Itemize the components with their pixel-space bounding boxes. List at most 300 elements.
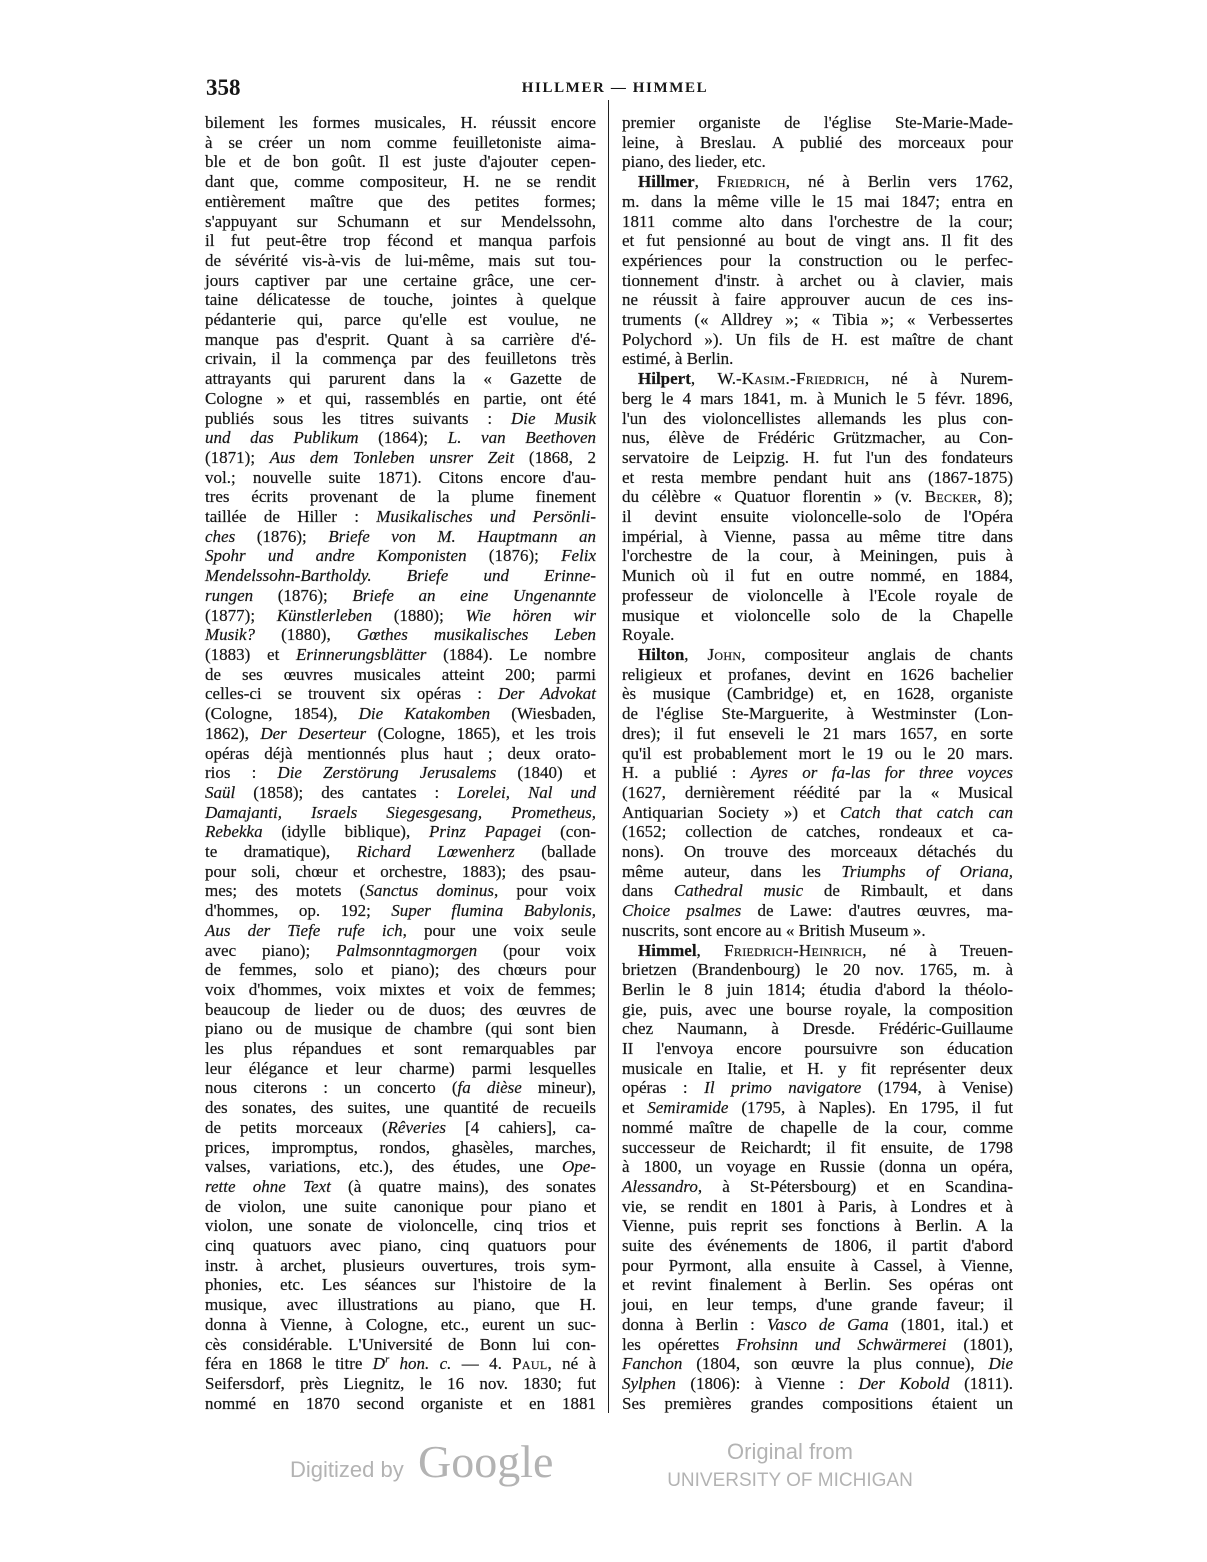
text-run: Berlin le 8 juin 1814; étudia d'abord la théolo- <box>622 979 1013 999</box>
text-run: Cologne » et qui, rassemblés en partie, ont été <box>205 388 596 408</box>
text-line <box>622 842 1013 862</box>
text-run: gie, puis, avec une bourse royale, la composition <box>622 999 1013 1019</box>
text-line <box>205 1197 596 1217</box>
entry-paragraph <box>205 113 596 1413</box>
text-run: [4 cahiers], ca- <box>446 1117 596 1137</box>
text-line <box>622 152 1013 172</box>
text-run: (1871); <box>205 447 270 467</box>
text-run: entièrement maître que des petites formes; <box>205 191 596 211</box>
text-run: de ses œuvres musicales atteint 200; parmi <box>205 664 596 684</box>
text-run: estimé, à Berlin. <box>622 349 734 369</box>
italic-text: Spohr und andre Komponisten <box>205 546 467 566</box>
italic-text: Briefe von M. Hauptmann an <box>328 526 596 546</box>
italic-text: Felix <box>561 546 597 566</box>
text-run: (con- <box>541 822 596 842</box>
text-line <box>205 1000 596 1020</box>
text-line <box>205 1118 596 1138</box>
text-run: qu'il est probablement mort le 19 ou le 20 mars. <box>622 743 1013 763</box>
text-line <box>205 1157 596 1177</box>
text-run: nuscrits, sont encore au « British Museum ». <box>622 920 926 940</box>
text-run: (1858); des cantates : <box>235 782 458 802</box>
text-run: voix d'hommes, voix mixtes et voix de femmes; <box>205 979 596 999</box>
text-run: , pour une voix seule <box>402 920 597 940</box>
text-run: violon, une sonate de violoncelle, cinq trios et <box>205 1216 596 1236</box>
text-run: crivain, il la commença par des feuilletons très <box>205 349 596 369</box>
text-run: (1880), <box>255 625 357 645</box>
text-line <box>622 822 1013 842</box>
text-run: , à St-Pétersbourg) et en Scandina- <box>697 1176 1013 1196</box>
text-run: opéras déjà mentionnés plus haut ; deux orato- <box>205 743 596 763</box>
text-run: vol.; nouvelle suite 1871). Citons encore d'au- <box>205 467 596 487</box>
text-line <box>622 586 1013 606</box>
text-run: (1868, 2 <box>514 447 596 467</box>
text-line <box>205 704 596 724</box>
text-run: (1806): à Vienne : <box>675 1374 859 1393</box>
text-line <box>622 901 1013 921</box>
text-run: , né à <box>547 1354 597 1374</box>
text-run: (1801), <box>946 1334 1013 1354</box>
text-line <box>205 527 596 547</box>
institution-name: UNIVERSITY OF MICHIGAN <box>667 1470 913 1491</box>
text-line <box>622 389 1013 409</box>
text-line <box>205 330 596 350</box>
italic-text: Wie hören wir <box>465 605 597 625</box>
text-line <box>622 1256 1013 1276</box>
text-run: musique, avec illustrations au piano, que H. <box>205 1295 596 1315</box>
text-line <box>622 1216 1013 1236</box>
text-line <box>622 1354 1013 1374</box>
text-line <box>205 1256 596 1276</box>
text-line <box>205 606 596 626</box>
text-line <box>205 1177 596 1197</box>
text-run: donna à Vienne, à Cologne, etc., eurent un suc- <box>205 1314 596 1334</box>
text-run: truments (« Alldrey »; « Tibia »; « Verbessertes <box>622 310 1013 330</box>
text-run: leur élégance et leur charme) parmi lesquelles <box>205 1058 596 1078</box>
italic-text: Rêveries <box>387 1117 447 1137</box>
text-line <box>622 251 1013 271</box>
text-line <box>622 1039 1013 1059</box>
text-run: cinq quatuors avec piano, cinq quatuors pour <box>205 1236 596 1256</box>
text-line <box>622 1138 1013 1158</box>
italic-text: Vasco de Gama <box>767 1314 889 1334</box>
text-line <box>205 369 596 389</box>
text-run: (1804, son œuvre la plus connue), <box>682 1354 989 1374</box>
text-line <box>205 251 596 271</box>
text-run: Seifersdorf, près Liegnitz, le 16 nov. 1830; fut <box>205 1374 596 1393</box>
text-line <box>205 566 596 586</box>
text-run: rios : <box>205 763 278 783</box>
text-run: pédanterie qui, parce qu'elle est voulue, ne <box>205 310 596 330</box>
text-line <box>205 1059 596 1079</box>
text-line <box>622 1000 1013 1020</box>
left-column <box>205 113 596 1413</box>
text-run: 1862), <box>205 723 261 743</box>
text-line <box>205 783 596 803</box>
text-line <box>205 1216 596 1236</box>
text-line <box>622 1177 1013 1197</box>
text-line <box>205 448 596 468</box>
text-run: (pour voix <box>477 940 596 960</box>
italic-text: Saül <box>205 782 236 802</box>
text-line <box>622 507 1013 527</box>
text-run: vie, se rendit en 1801 à Paris, à Londres et à <box>622 1196 1013 1216</box>
italic-text: L. van Beethoven <box>447 428 596 448</box>
text-run: de Rimbault, et dans <box>803 881 1013 901</box>
text-run: d'hommes, op. 192; <box>205 901 392 921</box>
text-line <box>622 1098 1013 1118</box>
text-run: musique et violoncelle solo de la Chapelle <box>622 605 1013 625</box>
text-run: à 1800, un voyage en Russie (donna un opéra, <box>622 1157 1013 1177</box>
text-run: s'appuyant sur Schumann et sur Mendelssohn, <box>205 211 596 231</box>
text-line <box>205 684 596 704</box>
text-line <box>205 152 596 172</box>
text-run: phonies, etc. Les séances sur l'histoire de la <box>205 1275 596 1295</box>
text-line <box>622 1315 1013 1335</box>
text-run: même auteur, dans les <box>622 861 842 881</box>
text-run: (1864); <box>358 428 448 448</box>
text-run: , W.- <box>690 369 742 389</box>
italic-text: Mendelssohn-Bartholdy. Briefe und Erinne- <box>205 566 596 586</box>
text-run: dant que, comme compositeur, H. ne se rendit <box>205 172 596 192</box>
text-line <box>622 704 1013 724</box>
text-line <box>205 133 596 153</box>
text-run: mineur), <box>521 1078 596 1098</box>
text-line <box>205 349 596 369</box>
text-line <box>205 901 596 921</box>
digitized-by-label: Digitized by <box>290 1457 404 1482</box>
text-run: (1811). <box>949 1374 1014 1393</box>
entry-paragraph <box>622 113 1013 172</box>
text-run: celles-ci se trouvent six opéras : <box>205 684 499 704</box>
text-line <box>205 763 596 783</box>
text-run: (ballade <box>514 842 596 862</box>
headword: Hilpert <box>638 369 691 389</box>
text-line <box>205 546 596 566</box>
text-run: cès considérable. L'Université de Bonn lui con- <box>205 1334 596 1354</box>
text-run: berg le 4 mars 1841, m. à Munich le 5 févr. 1896, <box>622 388 1013 408</box>
text-run: musicale en Italie, et H. y fit représenter deux <box>622 1058 1013 1078</box>
text-run: opéras : <box>622 1078 705 1098</box>
italic-text: Cathedral music <box>673 881 804 901</box>
text-line <box>205 842 596 862</box>
text-line <box>205 468 596 488</box>
text-run: nus, élève de Frédéric Grützmacher, au Con- <box>622 428 1013 448</box>
text-run: piano ou de musique de chambre (qui sont bien <box>205 1019 596 1039</box>
text-run: 1811 comme alto dans l'orchestre de la cour; <box>622 211 1013 231</box>
column-divider <box>608 100 609 1413</box>
text-run: leine, à Breslau. A publié des morceaux pour <box>622 132 1013 152</box>
entry-paragraph <box>622 941 1013 1414</box>
italic-text: Semiramide <box>647 1098 729 1118</box>
text-run: manque pas d'esprit. Quant à sa carrière d'é- <box>205 329 596 349</box>
text-run: publiés sous les titres suivants : <box>205 408 512 428</box>
text-run: (Cologne, 1865), et les trois <box>366 723 596 743</box>
italic-text: Die Katakomben <box>358 704 491 724</box>
right-column <box>622 113 1013 1413</box>
text-line <box>205 1275 596 1295</box>
text-run: (1627, dernièrement réédité par la « Musical <box>622 782 1013 802</box>
text-line <box>205 586 596 606</box>
italic-text: Sylphen <box>622 1374 676 1393</box>
text-run: et <box>622 1098 648 1118</box>
text-line <box>622 980 1013 1000</box>
text-run: , pour voix <box>494 881 596 901</box>
text-line <box>205 645 596 665</box>
italic-text: Die <box>988 1354 1013 1374</box>
text-line <box>205 881 596 901</box>
text-run: ble et de bon goût. Il est juste d'ajouter cepen- <box>205 152 596 172</box>
text-line <box>205 487 596 507</box>
text-run: Vienne, puis reprit ses fonctions à Berlin. A la <box>622 1216 1013 1236</box>
text-line <box>622 684 1013 704</box>
text-run: avec piano); <box>205 940 337 960</box>
text-run: ès musique (Cambridge) et, en 1628, organiste <box>622 684 1013 704</box>
italic-text: Erinnerungsblätter <box>296 644 427 664</box>
italic-text: Prinz Papagei <box>429 822 542 842</box>
italic-text: Der Deserteur <box>260 723 367 743</box>
text-line <box>622 862 1013 882</box>
text-run: bilement les formes musicales, H. réussit encore <box>205 113 596 132</box>
entry-paragraph <box>622 172 1013 369</box>
text-run: valses, variations, etc.), des études, une <box>205 1157 563 1177</box>
text-run: il fut peut-être trop fécond et manqua parfois <box>205 231 596 251</box>
text-line <box>205 1138 596 1158</box>
text-run: les plus répandues et sont remarquables par <box>205 1039 596 1059</box>
italic-text: Der Kobold <box>858 1374 950 1393</box>
italic-text: Musikalisches und Persönli- <box>376 507 596 527</box>
text-line <box>622 487 1013 507</box>
text-line <box>205 271 596 291</box>
text-line <box>622 921 1013 941</box>
text-run: de l'église Ste-Marguerite, à Westminster (Lon- <box>622 704 1013 724</box>
italic-text: und das Publikum <box>205 428 359 448</box>
italic-text: Catch that catch can <box>840 802 1013 822</box>
text-run: (à quatre mains), des sonates <box>330 1176 596 1196</box>
text-run: — 4. <box>451 1354 513 1374</box>
text-run: nommé maître de chapelle de la cour, comme <box>622 1117 1013 1137</box>
small-caps-name: John <box>707 644 742 664</box>
text-line <box>622 1157 1013 1177</box>
text-line <box>205 1315 596 1335</box>
text-run: (Wiesbaden, <box>490 704 596 724</box>
italic-text: Damajanti, Israels Siegesgesang, Prometheus, <box>205 802 596 822</box>
text-run: mes; des motets ( <box>205 881 366 901</box>
text-line <box>622 1374 1013 1394</box>
text-line <box>622 330 1013 350</box>
text-line <box>622 290 1013 310</box>
text-run: donna à Berlin : <box>622 1314 768 1334</box>
text-run: pour Pyrmont, alla ensuite à Cassel, à Vienne, <box>622 1255 1013 1275</box>
text-run: beaucoup de lieder ou de duos; des œuvres de <box>205 999 596 1019</box>
italic-text: hon. c. <box>389 1354 452 1374</box>
text-line <box>622 369 1013 389</box>
text-line <box>622 744 1013 764</box>
text-line <box>622 803 1013 823</box>
italic-text: Palmsonntagmorgen <box>336 940 478 960</box>
text-run: pour soli, chœur et orchestre, 1883); des psau- <box>205 861 596 881</box>
text-line <box>205 1236 596 1256</box>
text-line <box>622 428 1013 448</box>
text-line <box>622 1019 1013 1039</box>
text-run: professeur de violoncelle à l'Ecole royale de <box>622 585 1013 605</box>
italic-text: rette ohne Text <box>205 1176 331 1196</box>
text-line <box>205 1374 596 1394</box>
google-logo: Google <box>418 1436 554 1487</box>
text-run: Munich où il fut en outre nommé, en 1884, <box>622 566 1013 586</box>
text-line <box>205 113 596 133</box>
italic-text: Künstlerleben <box>276 605 373 625</box>
text-line <box>205 724 596 744</box>
text-run: de Lawe: d'autres œuvres, ma- <box>741 901 1013 921</box>
text-line <box>205 1098 596 1118</box>
text-line <box>205 428 596 448</box>
text-run: H. a publié : <box>622 763 751 783</box>
text-run: dres); il fut enseveli le 21 mars 1657, en sorte <box>622 723 1013 743</box>
text-run: (Cologne, 1854), <box>205 704 359 724</box>
text-line <box>622 349 1013 369</box>
text-line <box>622 763 1013 783</box>
text-line <box>205 822 596 842</box>
text-line <box>622 192 1013 212</box>
text-run: successeur de Reichardt; il fit ensuite, de 1798 <box>622 1137 1013 1157</box>
text-line <box>622 665 1013 685</box>
text-run: , <box>694 172 717 192</box>
text-line <box>622 625 1013 645</box>
italic-text: Aus dem Tonleben unsrer Zeit <box>269 447 515 467</box>
text-run: , <box>684 644 708 664</box>
italic-text: rungen <box>205 585 254 605</box>
text-run: , né à Berlin vers 1762, <box>785 172 1014 192</box>
text-line <box>205 1295 596 1315</box>
text-line <box>622 172 1013 192</box>
text-line <box>622 881 1013 901</box>
text-line <box>205 310 596 330</box>
text-line <box>622 1059 1013 1079</box>
text-run: (1880); <box>372 605 466 625</box>
text-line <box>622 1335 1013 1355</box>
text-run: prices, impromptus, rondos, ghasèles, marches, <box>205 1137 596 1157</box>
original-from-label: Original from <box>727 1439 853 1464</box>
headword: Hilton <box>638 644 685 664</box>
italic-text: Die Zerstörung Jerusalems <box>277 763 497 783</box>
text-run: Polychord »). Un fils de H. est maître de chant <box>622 329 1013 349</box>
text-line <box>622 1197 1013 1217</box>
text-line <box>622 231 1013 251</box>
page-number: 358 <box>206 75 241 100</box>
text-run: (1876); <box>235 526 329 546</box>
text-run: les opérettes <box>622 1334 737 1354</box>
text-line <box>622 960 1013 980</box>
text-line <box>205 192 596 212</box>
italic-text: Die Musik <box>511 408 596 428</box>
text-run: et resta membre pendant huit ans (1867-1875) <box>622 467 1013 487</box>
text-run: nommé en 1870 second organiste et en 1881 <box>205 1393 596 1413</box>
text-line <box>622 133 1013 153</box>
text-line <box>205 960 596 980</box>
text-line <box>622 724 1013 744</box>
text-line <box>622 527 1013 547</box>
text-line <box>622 546 1013 566</box>
text-run: de petits morceaux ( <box>205 1117 388 1137</box>
text-line <box>205 212 596 232</box>
text-run: piano, des lieder, etc. <box>622 152 766 172</box>
text-run: et revint finalement à Berlin. Ses opéras ont <box>622 1275 1013 1295</box>
text-run: impérial, à Vienne, passa au même titre dans <box>622 526 1013 546</box>
text-line <box>622 1118 1013 1138</box>
text-line <box>622 113 1013 133</box>
text-run: m. dans la même ville le 15 mai 1847; entra en <box>622 191 1013 211</box>
text-line <box>205 980 596 1000</box>
italic-text: Triumphs of Oriana, <box>841 861 1013 881</box>
text-line <box>622 1275 1013 1295</box>
text-run: tres écrits provenant de la plume finement <box>205 487 596 507</box>
text-run: nons). On trouve des morceaux détachés du <box>622 842 1013 862</box>
text-line <box>205 409 596 429</box>
text-run: instr. à archet, plusieurs ouvertures, trois sym- <box>205 1255 596 1275</box>
superscript: r <box>385 1354 390 1366</box>
text-line <box>622 468 1013 488</box>
text-run: joui, en leur temps, d'une grande faveur; il <box>622 1295 1013 1315</box>
text-run: Antiquarian Society ») et <box>622 802 841 822</box>
italic-text: Ayres or fa-las for three voyces <box>750 763 1013 783</box>
headword: Hillmer <box>638 172 695 192</box>
text-run: nous citerons : un concerto ( <box>205 1078 458 1098</box>
text-run: (1877); <box>205 605 277 625</box>
italic-text: Choice psalmes <box>622 901 742 921</box>
text-run: te dramatique), <box>205 842 357 862</box>
text-run: premier organiste de l'église Ste-Marie-Made- <box>622 113 1013 132</box>
text-run: dans <box>622 881 674 901</box>
text-run: , <box>696 940 725 960</box>
text-run: (1884). Le nombre <box>426 644 596 664</box>
text-run: jours captiver par une certaine grâce, une cer- <box>205 270 596 290</box>
text-line <box>205 862 596 882</box>
running-head: HILLMER — HIMMEL <box>521 80 709 96</box>
text-line <box>205 1354 596 1374</box>
italic-text: Musik? <box>205 625 256 645</box>
text-line <box>205 921 596 941</box>
small-caps-name: Paul <box>512 1354 548 1374</box>
text-line <box>205 231 596 251</box>
text-run: féra en 1868 le titre <box>205 1354 373 1374</box>
text-line <box>622 271 1013 291</box>
italic-text: Briefe an eine Ungenannte <box>352 585 596 605</box>
entry-paragraph <box>622 645 1013 941</box>
text-line <box>205 172 596 192</box>
text-run: (1840) et <box>496 763 596 783</box>
text-run: (1876); <box>466 546 562 566</box>
italic-text: Rebekka <box>205 822 263 842</box>
text-run: brietzen (Brandenbourg) le 20 nov. 1765, m. à <box>622 960 1013 980</box>
text-run: , né à Nurem- <box>864 369 1013 389</box>
text-run: de violon, une suite canonique pour piano et <box>205 1196 596 1216</box>
text-line <box>622 212 1013 232</box>
text-run: (idylle biblique), <box>262 822 429 842</box>
small-caps-name: Kasim.-Friedrich <box>741 369 865 389</box>
text-line <box>205 389 596 409</box>
italic-text: fa dièse <box>457 1078 522 1098</box>
text-line <box>622 783 1013 803</box>
text-run: , compositeur anglais de chants <box>741 644 1014 664</box>
text-run: chez Naumann, à Dresde. Frédéric-Guillaume <box>622 1019 1013 1039</box>
italic-text: Lorelei, Nal und <box>457 782 596 802</box>
text-run: des sonates, des suites, une quantité de recueils <box>205 1098 596 1118</box>
text-run: suite des événements de 1806, il partit d'abord <box>622 1236 1013 1256</box>
text-line <box>205 1019 596 1039</box>
small-caps-name: Becker <box>924 487 978 507</box>
text-run: du célèbre « Quatuor florentin » (v. <box>622 487 925 507</box>
text-run: à se créer un nom comme feuilletoniste aima- <box>205 132 596 152</box>
